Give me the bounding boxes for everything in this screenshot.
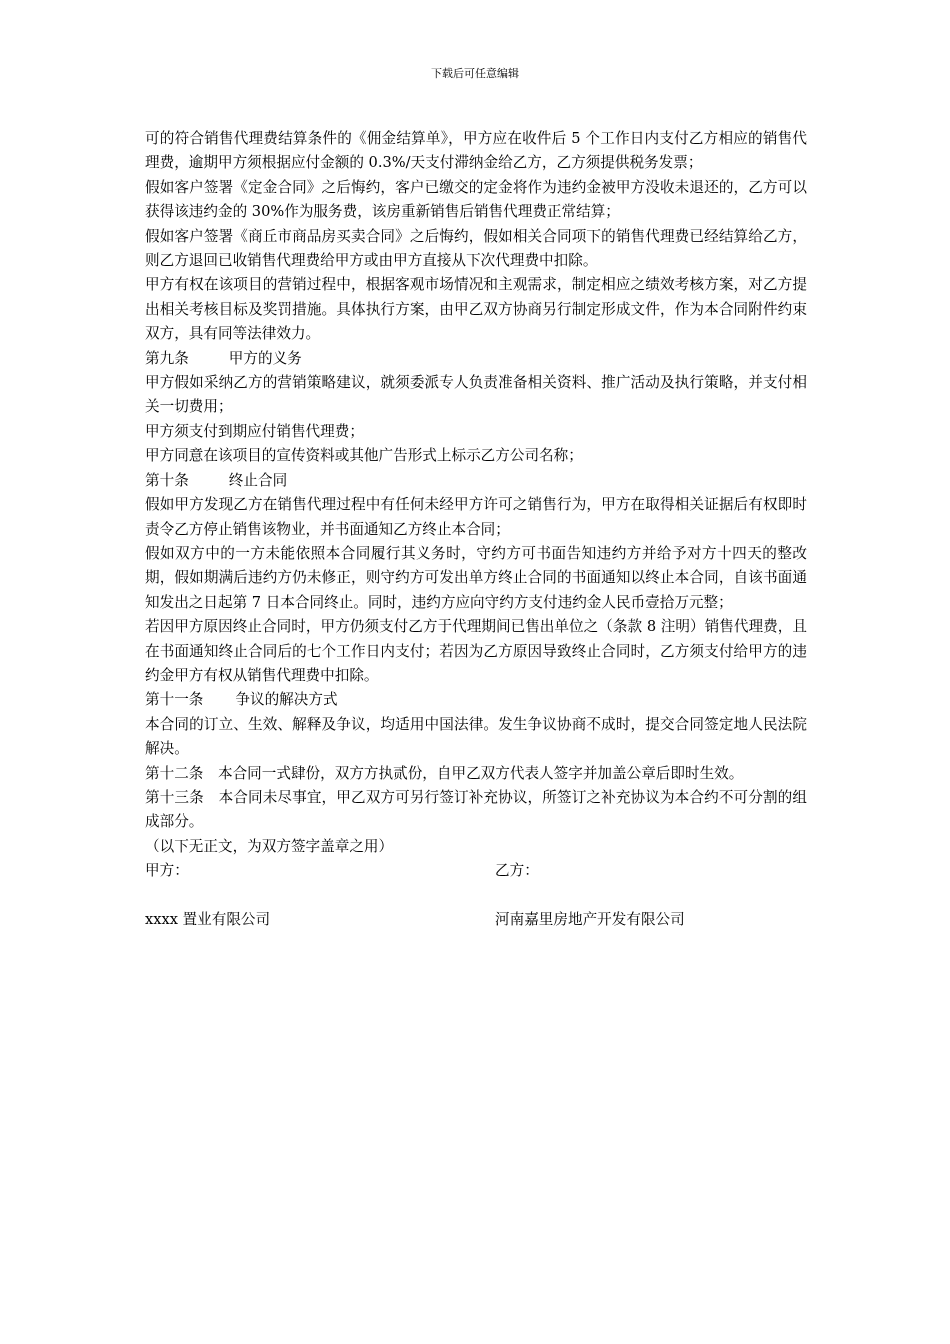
- article-number: 第九条: [145, 349, 189, 367]
- paragraph: 第十三条 本合同未尽事宜，甲乙双方可另行签订补充协议，所签订之补充协议为本合约不可分割的组成部分。: [145, 788, 807, 831]
- paragraph: 甲方有权在该项目的营销过程中，根据客观市场情况和主观需求，制定相应之绩效考核方案，对乙方提出相关考核目标及奖罚措施。具体执行方案，由甲乙双方协商另行制定形成文件，作为本合同附件约束双方，具有同等法律效力。: [145, 276, 807, 343]
- paragraph: 若因甲方原因终止合同时，甲方仍须支付乙方于代理期间已售出单位之（条款 8 注明）销售代理费，且在书面通知终止合同后的七个工作日内支付；若因为乙方原因导致终止合同时，乙方须支付给甲方的违约金甲方有权从销售代理费中扣除。: [145, 618, 807, 684]
- paragraph: 假如客户签署《定金合同》之后悔约，客户已缴交的定金将作为违约金被甲方没收未退还的，乙方可以获得该违约金的 30%作为服务费，该房重新销售后销售代理费正常结算；: [145, 178, 807, 221]
- article-title: 甲方的义务: [228, 349, 302, 367]
- article-number: 第十条: [145, 471, 189, 489]
- party-a-name: xxxx 置业有限公司: [145, 910, 271, 928]
- paragraph: 第十二条 本合同一式肆份，双方方执贰份，自甲乙双方代表人签字并加盖公章后即时生效。: [145, 764, 744, 782]
- paragraph: 假如客户签署《商丘市商品房买卖合同》之后悔约，假如相关合同项下的销售代理费已经结算给乙方，则乙方退回已收销售代理费给甲方或由甲方直接从下次代理费中扣除。: [145, 227, 807, 270]
- article-11-heading: [145, 688, 807, 712]
- article-9-heading: [145, 347, 807, 371]
- paragraph: 甲方同意在该项目的宣传资料或其他广告形式上标示乙方公司名称；: [145, 447, 583, 465]
- article-10-heading: [145, 469, 807, 493]
- signature-labels-row: [145, 859, 807, 883]
- paragraph: 甲方假如采纳乙方的营销策略建议，就须委派专人负责准备相关资料、推广活动及执行策略，并支付相关一切费用；: [145, 374, 807, 416]
- page-header: 下载后可任意编辑: [431, 67, 519, 80]
- party-a-label: 甲方：: [145, 862, 189, 880]
- paragraph: 假如甲方发现乙方在销售代理过程中有任何未经甲方许可之销售行为，甲方在取得相关证据后有权即时责令乙方停止销售该物业，并书面通知乙方终止本合同；: [145, 496, 807, 538]
- article-title: 终止合同: [228, 471, 288, 489]
- spacer: [145, 884, 807, 908]
- paragraph: 假如双方中的一方未能依照本合同履行其义务时，守约方可书面告知违约方并给予对方十四天的整改期，假如期满后违约方仍未修正，则守约方可发出单方终止合同的书面通知以终止本合同，自该书面通知发出之日起第 7 日本合同终止。同时，违约方应向守约方支付违约金人民币壹拾万元整；: [145, 544, 807, 611]
- paragraph: 本合同的订立、生效、解释及争议，均适用中国法律。发生争议协商不成时，提交合同签定地人民法院解决。: [145, 715, 807, 758]
- signature-names-row: [145, 908, 807, 932]
- closing-note: （以下无正文，为双方签字盖章之用）: [145, 837, 394, 855]
- paragraph: 可的符合销售代理费结算条件的《佣金结算单》，甲方应在收件后 5 个工作日内支付乙方相应的销售代理费，逾期甲方须根据应付金额的 0.3%/天支付滞纳金给乙方，乙方须提供税务发票；: [145, 130, 807, 172]
- article-number: 第十一条: [145, 691, 204, 709]
- party-b-label: 乙方：: [495, 862, 539, 880]
- article-title: 争议的解决方式: [235, 691, 338, 709]
- party-b-name: 河南嘉里房地产开发有限公司: [495, 910, 685, 928]
- paragraph: 甲方须支付到期应付销售代理费；: [145, 422, 364, 440]
- document-body: [145, 127, 807, 932]
